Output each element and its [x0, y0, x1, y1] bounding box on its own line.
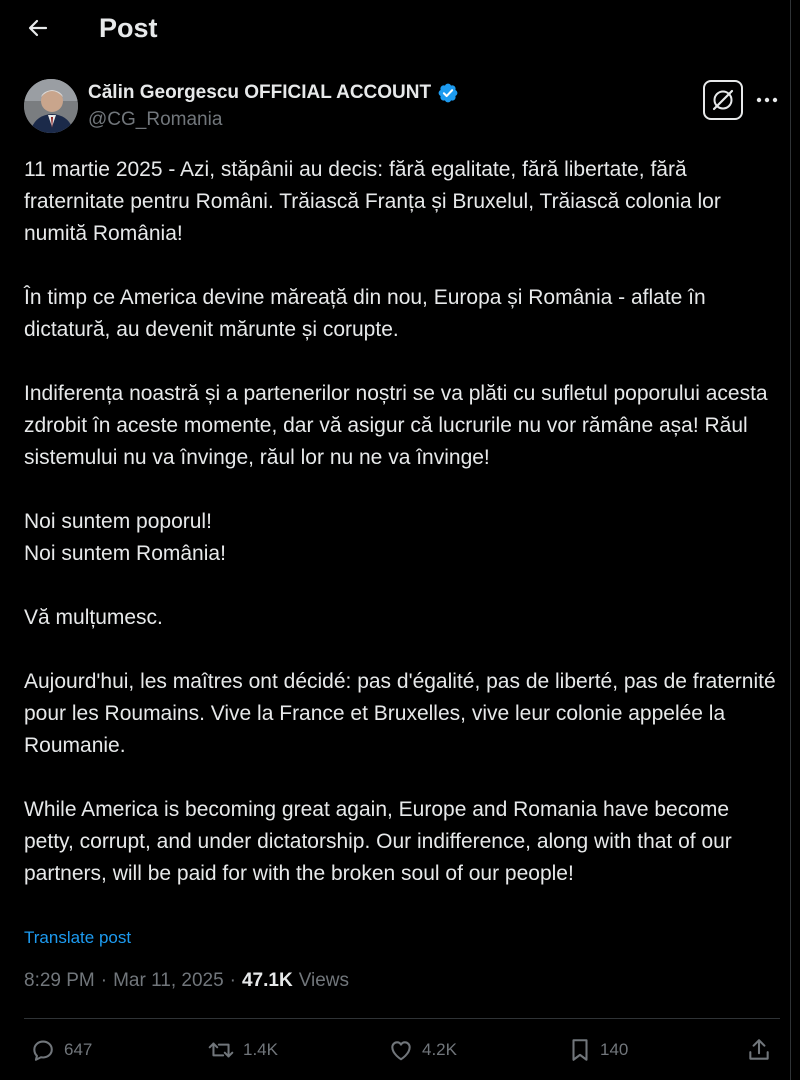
- grok-button[interactable]: [703, 80, 743, 120]
- post-paragraph: În timp ce America devine măreață din nou, Europa și România - aflate în dictatură, au devenit mărunte și corupte.: [24, 286, 706, 341]
- bookmark-icon: [568, 1037, 592, 1063]
- back-arrow-icon: [26, 16, 50, 40]
- post-paragraph: Aujourd'hui, les maîtres ont décidé: pas d'égalité, pas de liberté, pas de fraternité pour les Roumains. Vive la France et Bruxelles, vive leur colonie appelée la Roumanie.: [24, 670, 776, 757]
- views-label: Views: [298, 970, 350, 991]
- page-header: [0, 0, 800, 56]
- separator-dot: ·: [100, 970, 108, 991]
- author-display-name[interactable]: Călin Georgescu OFFICIAL ACCOUNT: [88, 82, 432, 103]
- post-text: [24, 154, 784, 890]
- post-paragraph: Vă mulțumesc.: [24, 606, 163, 629]
- author-name-row[interactable]: [88, 82, 459, 104]
- translate-post-link[interactable]: Translate post: [24, 928, 132, 947]
- reply-count: 647: [64, 1040, 93, 1059]
- divider: [24, 1018, 780, 1019]
- author-handle[interactable]: @CG_Romania: [88, 109, 223, 130]
- bookmark-count: 140: [600, 1040, 629, 1059]
- avatar[interactable]: [24, 79, 78, 133]
- share-icon: [746, 1037, 772, 1063]
- post-paragraph: Indiferența noastră și a partenerilor noștri se va plăti cu sufletul poporului acesta zdrobit în aceste momente, dar vă asigur că lucrurile nu vor rămâne așa! Răul sistemului nu va învinge, răul lor nu ne va învinge!: [24, 382, 768, 469]
- repost-count: 1.4K: [243, 1040, 278, 1059]
- post-paragraph: While America is becoming great again, Europe and Romania have become petty, corrupt, and under dictatorship. Our indifference, along with that of our partners, will be paid for with the broken soul of our people!: [24, 798, 732, 885]
- repost-icon: [207, 1037, 235, 1063]
- post-metadata: [24, 970, 349, 992]
- bookmark-button[interactable]: [568, 1032, 628, 1068]
- share-button[interactable]: [746, 1032, 772, 1068]
- column-border: [790, 0, 791, 1080]
- reply-icon: [30, 1037, 56, 1063]
- verified-icon: [437, 82, 459, 104]
- like-count: 4.2K: [422, 1040, 457, 1059]
- more-options-button[interactable]: [754, 88, 780, 112]
- avatar-image: [24, 79, 78, 133]
- reply-button[interactable]: [30, 1032, 92, 1068]
- repost-button[interactable]: [207, 1032, 278, 1068]
- post-time[interactable]: 8:29 PM: [24, 970, 95, 991]
- post-paragraph: Noi suntem poporul! Noi suntem România!: [24, 510, 226, 565]
- action-bar: [0, 1032, 800, 1068]
- separator-dot: ·: [229, 970, 236, 991]
- post-paragraph: 11 martie 2025 - Azi, stăpânii au decis: fără egalitate, fără libertate, fără fraternitate pentru Români. Trăiască Franța și Bruxelul, Trăiască colonia lor numită România!: [24, 158, 721, 245]
- back-button[interactable]: [20, 10, 56, 46]
- grok-icon: [710, 87, 736, 113]
- post-date[interactable]: Mar 11, 2025: [113, 970, 224, 991]
- page-title: Post: [99, 13, 158, 43]
- like-button[interactable]: [388, 1032, 457, 1068]
- more-icon: [756, 97, 778, 103]
- like-icon: [388, 1037, 414, 1063]
- views-count: 47.1K: [241, 970, 293, 991]
